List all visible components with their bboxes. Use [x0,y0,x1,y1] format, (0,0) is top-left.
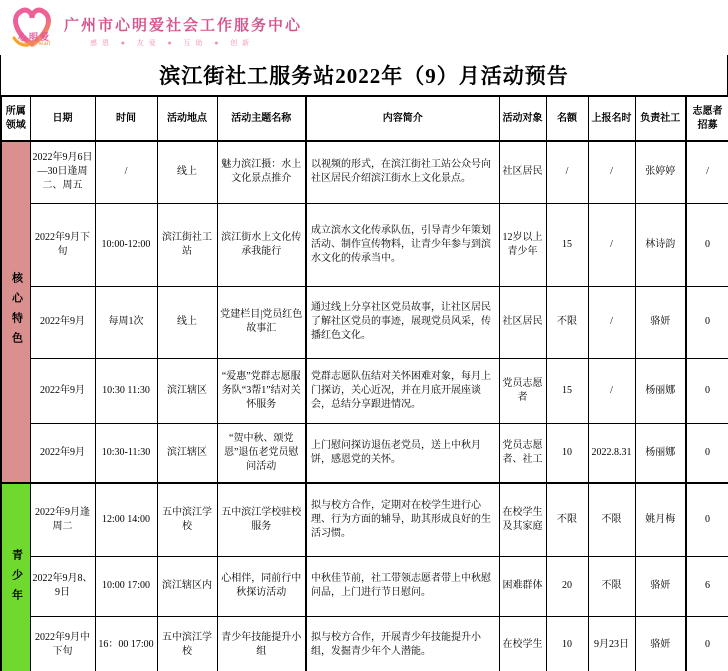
col-header-quota: 名额 [546,96,588,141]
cell-content: 中秋佳节前，社工带领志愿者带上中秋慰问品，上门进行节日慰问。 [306,556,499,616]
cell-theme: 滨江街水上文化传承我能行 [217,203,306,286]
activity-schedule-table [0,95,728,671]
org-name: 广州市心明爱社会工作服务中心 [64,18,303,34]
cell-deadline: 不限 [588,556,635,616]
col-header-domain: 所属领域 [1,96,30,141]
table-row [1,616,728,671]
cell-content: 通过线上分享社区党员故事，让社区居民了解社区党员的事迹，展现党员风采，传播红色文化。 [306,286,499,358]
cell-time: 10:00-12:00 [95,203,157,286]
cell-worker: 姚月梅 [635,483,686,556]
cell-date: 2022年9月 [30,286,95,358]
cell-deadline: / [588,358,635,423]
brand-header [0,2,728,55]
cell-quota: 20 [546,556,588,616]
cell-time: 12:00 14:00 [95,483,157,556]
cell-time: / [95,141,157,203]
table-row [1,203,728,286]
cell-volunteer: 0 [686,203,728,286]
cell-target: 社区居民 [499,141,546,203]
cell-theme: 魅力滨江摄：水上文化景点推介 [217,141,306,203]
cell-time: 每周1次 [95,286,157,358]
cell-content: 上门慰问探访退伍老党员，送上中秋月饼，感恩党的关怀。 [306,423,499,483]
cell-date: 2022年9月8、9日 [30,556,95,616]
page-title: 滨江街社工服务站2022年（9）月活动预告 [159,64,569,88]
cell-date: 2022年9月中下旬 [30,616,95,671]
cell-worker: 骆妍 [635,286,686,358]
cell-date: 2022年9月逢周二 [30,483,95,556]
cell-target: 困难群体 [499,556,546,616]
cell-worker: 杨丽娜 [635,423,686,483]
cell-content: 以视频的形式，在滨江街社工站公众号向社区居民介绍滨江街水上文化景点。 [306,141,499,203]
cell-volunteer: 0 [686,286,728,358]
cell-worker: 骆妍 [635,616,686,671]
sidebar-core-feature [1,141,30,483]
table-row [1,141,728,203]
group-label: 青少年 [10,548,23,609]
cell-target: 在校学生 [499,616,546,671]
cell-worker: 骆妍 [635,556,686,616]
col-header-location: 活动地点 [157,96,217,141]
cell-location: 滨江辖区 [157,358,217,423]
table-row [1,483,728,556]
col-header-worker: 负责社工 [635,96,686,141]
cell-date: 2022年9月 [30,423,95,483]
cell-deadline: 不限 [588,483,635,556]
cell-time: 10:30 11:30 [95,358,157,423]
cell-date: 2022年9月6日—30日逢周二、周五 [30,141,95,203]
cell-quota: 10 [546,616,588,671]
col-header-volunteer: 志愿者招募 [686,96,728,141]
cell-target: 党员志愿者 [499,358,546,423]
cell-location: 五中滨江学校 [157,616,217,671]
cell-quota: 15 [546,358,588,423]
cell-time: 16：00 17:00 [95,616,157,671]
cell-theme: 心相伴，同前行中秋探访活动 [217,556,306,616]
cell-quota: 不限 [546,483,588,556]
cell-theme: “贺中秋、颂党恩”退伍老党员慰问活动 [217,423,306,483]
cell-theme: 五中滨江学校驻校服务 [217,483,306,556]
cell-date: 2022年9月 [30,358,95,423]
cell-target: 在校学生及其家庭 [499,483,546,556]
col-header-content: 内容简介 [306,96,499,141]
cell-content: 成立滨水文化传承队伍，引导青少年策划活动、制作宣传物料，让青少年参与到滨水文化的传承当中。 [306,203,499,286]
cell-location: 线上 [157,141,217,203]
table-row [1,423,728,483]
cell-theme: 党建栏目|党员红色故事汇 [217,286,306,358]
table-row [1,286,728,358]
col-header-target: 活动对象 [499,96,546,141]
cell-deadline: 2022.8.31 [588,423,635,483]
cell-content: 拟与校方合作，开展青少年技能提升小组，发掘青少年个人潜能。 [306,616,499,671]
cell-volunteer: 6 [686,556,728,616]
cell-worker: 张婷婷 [635,141,686,203]
cell-date: 2022年9月下旬 [30,203,95,286]
logo-subtext: LovingHeart [18,41,51,47]
cell-location: 滨江街社工站 [157,203,217,286]
cell-quota: 10 [546,423,588,483]
cell-content: 党群志愿队伍结对关怀困难对象，每月上门探访，关心近况，并在月底开展座谈会，总结分享跟进情况。 [306,358,499,423]
col-header-deadline: 上报名时 [588,96,635,141]
table-header-row [1,96,728,141]
cell-content: 拟与校方合作，定期对在校学生进行心理、行为方面的辅导，助其形成良好的生活习惯。 [306,483,499,556]
cell-location: 线上 [157,286,217,358]
cell-volunteer: 0 [686,616,728,671]
cell-location: 五中滨江学校 [157,483,217,556]
cell-deadline: / [588,203,635,286]
cell-volunteer: / [686,141,728,203]
cell-volunteer: 0 [686,483,728,556]
col-header-theme: 活动主题名称 [217,96,306,141]
cell-target: 社区居民 [499,286,546,358]
cell-deadline: 9月23日 [588,616,635,671]
cell-quota: 15 [546,203,588,286]
title-band [0,55,728,95]
cell-deadline: / [588,286,635,358]
org-tagline: 感恩 ● 友爱 ● 互助 ● 创新 [90,39,255,47]
logo-text: 心明爱 [18,32,52,42]
cell-time: 10:30-11:30 [95,423,157,483]
cell-worker: 杨丽娜 [635,358,686,423]
cell-theme: 青少年技能提升小组 [217,616,306,671]
cell-theme: “爱惠”党群志愿服务队“3帮1”结对关怀服务 [217,358,306,423]
table-row [1,556,728,616]
table-row [1,358,728,423]
cell-time: 10:00 17:00 [95,556,157,616]
group-label: 核心特色 [10,272,23,352]
cell-target: 党员志愿者、社工 [499,423,546,483]
col-header-time: 时间 [95,96,157,141]
sidebar-youth [1,483,30,671]
cell-target: 12岁以上青少年 [499,203,546,286]
cell-volunteer: 0 [686,358,728,423]
cell-location: 滨江辖区内 [157,556,217,616]
cell-quota: 不限 [546,286,588,358]
cell-location: 滨江辖区 [157,423,217,483]
cell-worker: 林诗韵 [635,203,686,286]
cell-volunteer: 0 [686,423,728,483]
col-header-date: 日期 [30,96,95,141]
cell-deadline: / [588,141,635,203]
cell-quota: / [546,141,588,203]
